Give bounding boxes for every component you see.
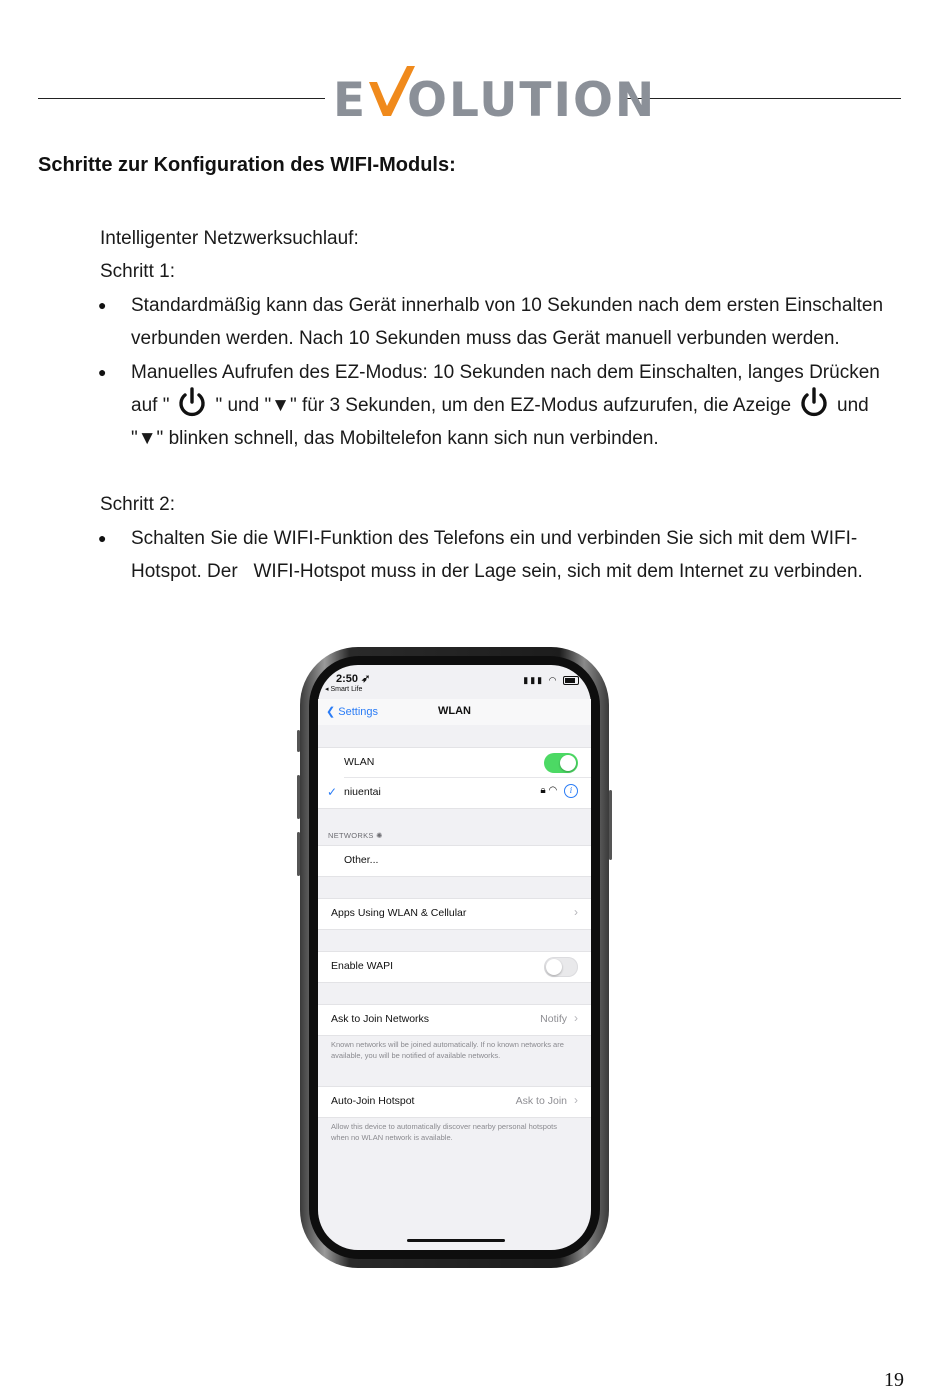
info-icon[interactable]: i (564, 784, 578, 798)
apps-label: Apps Using WLAN & Cellular (331, 907, 467, 919)
phone-bezel (309, 656, 600, 1259)
step2-bullet1-line1: Schalten Sie die WIFI-Funktion des Telefons ein und verbinden Sie sich mit dem WIFI- (131, 528, 858, 549)
back-button[interactable]: ❮ Settings (326, 706, 379, 718)
apps-using-wlan-row[interactable] (318, 899, 591, 929)
svg-text:E: E (333, 73, 368, 128)
power-icon (797, 386, 831, 420)
svg-text:OLUTION: OLUTION (407, 73, 657, 128)
nav-bar (318, 699, 591, 725)
chevron-left-icon: ❮ (326, 706, 336, 718)
wlan-group (318, 747, 591, 809)
networks-header: NETWORKS ✺ (328, 831, 383, 840)
evolution-logo (333, 70, 657, 128)
network-status-icons (540, 784, 578, 798)
phone-frame (300, 647, 609, 1268)
phone-screen (318, 665, 591, 1250)
section-title: Schritte zur Konfiguration des WIFI-Moduls: (38, 154, 456, 176)
intro-text: Intelligenter Netzwerksuchlauf: (100, 228, 359, 249)
step1-bullet2-line2-a: auf " (131, 395, 170, 416)
ask-join-row[interactable] (318, 1005, 591, 1035)
bullet: ● (98, 297, 107, 313)
nav-title: WLAN (438, 705, 471, 717)
step1-bullet2-line2-b: " und "▼" für 3 Sekunden, um den EZ-Modus aufzurufen, die Azeige (215, 395, 792, 416)
wapi-toggle[interactable] (544, 957, 578, 977)
checkmark-icon: ✓ (327, 785, 338, 799)
wlan-toggle[interactable] (544, 753, 578, 773)
wlan-label: WLAN (344, 756, 375, 768)
status-time: 2:50 ➶ (336, 673, 371, 685)
wifi-icon: ◠ (548, 675, 559, 685)
toggle-knob (560, 755, 576, 771)
ask-join-value: Notify (540, 1013, 567, 1025)
wifi-icon: ◠ (548, 785, 558, 796)
signal-icon: ▮▮▮ (523, 675, 545, 685)
step2-heading: Schritt 2: (100, 494, 175, 515)
wapi-group (318, 951, 591, 983)
step1-bullet1-line2: verbunden werden. Nach 10 Sekunden muss das Gerät manuell verbunden werden. (131, 328, 840, 349)
lock-icon: 🔒︎ (540, 785, 546, 796)
loading-spinner-icon: ✺ (376, 831, 383, 840)
auto-join-label: Auto-Join Hotspot (331, 1095, 415, 1107)
bullet: ● (98, 364, 107, 380)
toggle-knob (546, 959, 562, 975)
step1-bullet2-line2 (131, 389, 869, 422)
chevron-right-icon: › (574, 1011, 578, 1025)
auto-join-note: Allow this device to automatically discover nearby personal hotspots when no WLAN network is available. (331, 1122, 557, 1142)
auto-join-group (318, 1086, 591, 1118)
auto-join-row[interactable] (318, 1087, 591, 1117)
phone-side-button (609, 790, 612, 860)
power-icon (175, 386, 209, 420)
connected-network-row[interactable] (318, 778, 591, 808)
status-back-app[interactable]: ◂ Smart Life (325, 686, 363, 693)
status-icons (523, 675, 579, 686)
step2-bullet1-line2: Hotspot. Der WIFI-Hotspot muss in der Lage sein, sich mit dem Internet zu verbinden. (131, 561, 863, 582)
other-network-row[interactable] (318, 846, 591, 876)
connected-network-name: niuentai (344, 786, 381, 798)
chevron-right-icon: › (574, 905, 578, 919)
ask-join-note: Known networks will be joined automatically. If no known networks are available, you will be notified of available networks. (331, 1040, 564, 1060)
wlan-row (318, 748, 591, 778)
page-number: 19 (884, 1369, 904, 1391)
chevron-right-icon: › (574, 1093, 578, 1107)
location-arrow-icon: ➶ (361, 673, 371, 685)
header-rule-right (620, 98, 901, 99)
auto-join-value: Ask to Join (515, 1095, 567, 1107)
bullet: ● (98, 530, 107, 546)
step1-bullet2-line1: Manuelles Aufrufen des EZ-Modus: 10 Sekunden nach dem Einschalten, langes Drücken (131, 362, 880, 383)
wapi-label: Enable WAPI (331, 960, 394, 972)
apps-group (318, 898, 591, 930)
enable-wapi-row (318, 952, 591, 982)
ask-join-group (318, 1004, 591, 1036)
networks-group (318, 845, 591, 877)
step1-heading: Schritt 1: (100, 261, 175, 282)
step1-bullet1-line1: Standardmäßig kann das Gerät innerhalb von 10 Sekunden nach dem ersten Einschalten (131, 295, 884, 316)
step1-bullet2-line2-c: und (837, 395, 869, 416)
step1-bullet2-line3: "▼" blinken schnell, das Mobiltelefon kann sich nun verbinden. (131, 428, 659, 449)
battery-icon (563, 676, 579, 685)
other-label: Other... (344, 854, 379, 866)
home-indicator[interactable] (407, 1239, 505, 1242)
header-rule-left (38, 98, 325, 99)
ask-join-label: Ask to Join Networks (331, 1013, 430, 1025)
